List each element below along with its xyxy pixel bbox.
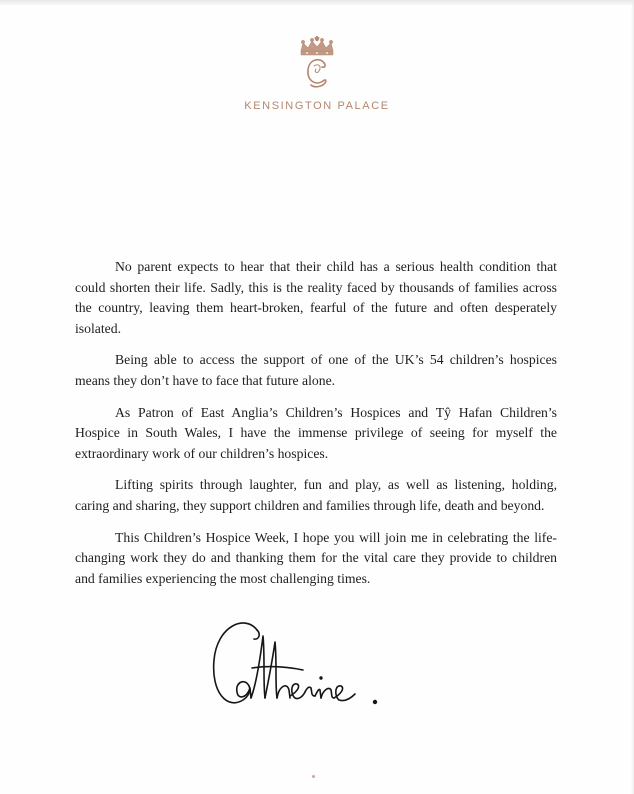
coronet-monogram-icon	[292, 36, 342, 96]
handwritten-signature-icon	[205, 612, 395, 722]
paragraph: Lifting spirits through laughter, fun and play, as well as listening, holding, caring and sharing, they support children and families through life, death and beyond.	[75, 477, 557, 513]
scan-edge-top	[0, 0, 634, 6]
paragraph: As Patron of East Anglia’s Children’s Hospices and Tŷ Hafan Children’s Hospice in South Wales, I have the immense privilege of seeing for myself the extraordinary work of our children’s hospices.	[75, 404, 557, 461]
paragraph: Being able to access the support of one of the UK’s 54 children’s hospices means they don’t have to face that future alone.	[75, 352, 557, 388]
footer-mark	[312, 775, 315, 778]
paragraph: This Children’s Hospice Week, I hope you will join me in celebrating the life-changing work they do and thanking them for the vital care they provide to children and families experiencing the most challenging times.	[75, 529, 557, 586]
letter-body	[75, 257, 557, 600]
paragraph: No parent expects to hear that their child has a serious health condition that could shorten their life. Sadly, this is the reality faced by thousands of families across the country, leaving them heart-broken, fearful of the future and often desperately isolated.	[75, 259, 557, 336]
organization-name: KENSINGTON PALACE	[244, 100, 390, 112]
